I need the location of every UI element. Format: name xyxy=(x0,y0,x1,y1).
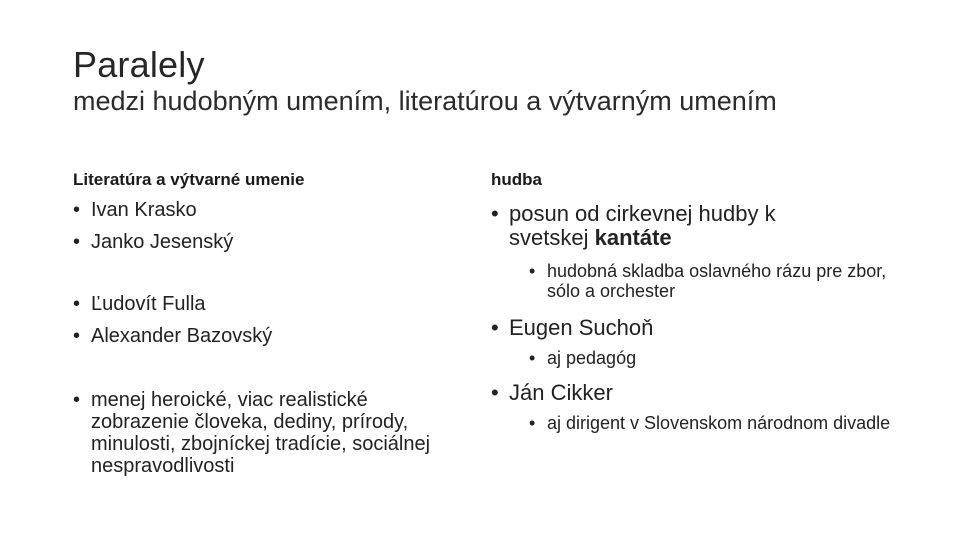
bullet-icon xyxy=(491,202,509,226)
bullet-icon xyxy=(529,348,547,368)
keyword-text: kantáte xyxy=(594,225,672,250)
list-item-text: Eugen Suchoň xyxy=(509,315,654,340)
bullet-icon xyxy=(529,413,547,433)
list-item-text: Alexander Bazovský xyxy=(91,325,273,347)
list-item-text: Ľudovít Fulla xyxy=(91,293,206,315)
bullet-icon xyxy=(73,389,91,411)
list-item-text: menej heroické, viac realistické zobrazenie človeka, dediny, prírody, minulosti, zbojníckej tradície, sociálnej nespravodlivosti xyxy=(91,389,431,477)
list-subitem xyxy=(529,413,919,433)
list-item xyxy=(491,316,851,340)
list-item xyxy=(73,293,373,315)
list-item-text: Ján Cikker xyxy=(509,380,613,405)
bullet-icon xyxy=(491,381,509,405)
bullet-icon xyxy=(73,293,91,315)
list-subitem-text: aj dirigent v Slovenskom národnom divadle xyxy=(547,413,891,433)
right-column-heading: hudba xyxy=(491,170,542,189)
list-item xyxy=(73,389,457,477)
list-item-text xyxy=(509,202,839,250)
list-subitem xyxy=(529,348,919,368)
list-item-text: Ivan Krasko xyxy=(91,199,197,221)
slide-subtitle: medzi hudobným umením, literatúrou a výtvarným umením xyxy=(73,86,777,116)
bullet-icon xyxy=(73,231,91,253)
bullet-icon xyxy=(73,199,91,221)
list-item xyxy=(73,199,373,221)
list-subitem-text: hudobná skladba oslavného rázu pre zbor, sólo a orchester xyxy=(547,261,887,301)
list-item xyxy=(491,381,851,405)
slide-title: Paralely xyxy=(73,44,205,85)
list-item xyxy=(491,202,851,250)
list-subitem xyxy=(529,261,919,301)
list-item xyxy=(73,325,373,347)
list-item xyxy=(73,231,373,253)
list-subitem-text: aj pedagóg xyxy=(547,348,637,368)
bullet-icon xyxy=(491,316,509,340)
bullet-icon xyxy=(529,261,547,281)
left-column-heading: Literatúra a výtvarné umenie xyxy=(73,170,305,189)
item-text: posun od cirkevnej hudby k svetskej xyxy=(509,201,776,250)
list-item-text: Janko Jesenský xyxy=(91,231,234,253)
bullet-icon xyxy=(73,325,91,347)
